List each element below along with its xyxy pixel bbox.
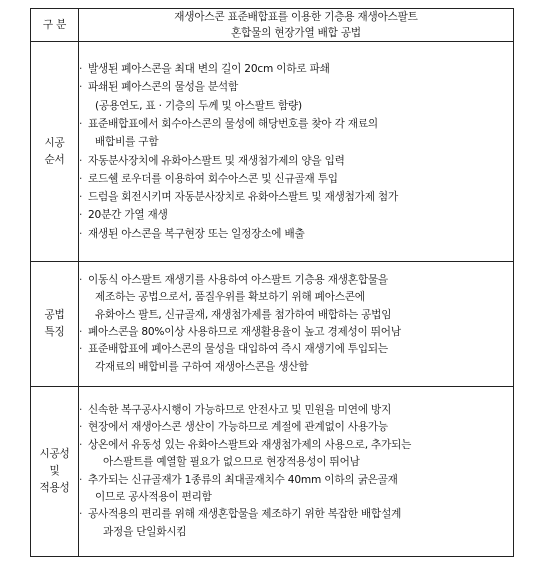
list-item	[79, 133, 513, 151]
header-title-line-1: 재생아스콘 표준배합표를 이용한 기층용 재생아스팔트	[174, 11, 418, 23]
list-item-text: (공용연도, 표 · 기층의 두께 및 아스팔트 함량)	[95, 99, 302, 112]
list-item	[79, 359, 513, 376]
list-item	[79, 152, 513, 170]
list-item	[79, 489, 513, 506]
row-content	[79, 262, 514, 387]
bullet-icon: ·	[79, 117, 83, 130]
list-item	[79, 419, 513, 436]
list-item	[79, 115, 513, 133]
bullet-icon: ·	[79, 154, 83, 167]
bullet-icon: ·	[79, 273, 83, 286]
bullet-icon: ·	[79, 508, 83, 521]
bullet-icon: ·	[79, 343, 83, 356]
row-label	[31, 387, 79, 557]
bullet-icon: ·	[79, 421, 83, 434]
table-row-construction-order	[31, 42, 514, 262]
list-item-text: 이동식 아스팔트 재생기를 사용하여 아스팔트 기층용 재생혼합물을	[88, 273, 388, 286]
list-item	[79, 506, 513, 523]
bullet-icon: ·	[79, 326, 83, 338]
list-item-text: 현장에서 재생아스콘 생산이 가능하므로 계절에 관계없이 사용가능	[88, 421, 388, 434]
list-item-text: 상온에서 유동성 있는 유화아스팔트와 재생첨가제의 사용으로, 추가되는	[88, 438, 412, 451]
list-item	[79, 272, 513, 289]
row-label-text: 적용성	[39, 482, 70, 494]
list-item	[79, 472, 513, 489]
list-item	[79, 454, 513, 471]
bullet-icon: ·	[79, 191, 83, 204]
list-item-text: 드럼을 회전시키며 자동분사장치로 유화아스팔트 및 재생첨가제 첨가	[88, 191, 398, 204]
table-row-constructability	[31, 387, 514, 557]
list-item	[79, 78, 513, 96]
header-title-line-2: 혼합물의 현장가열 배합 공법	[231, 27, 361, 39]
list-item-text: 로드쉘 로우더를 이용하여 회수아스콘 및 신규골재 투입	[88, 172, 338, 185]
list-item-text: 자동분사장치에 유화아스팔트 및 재생첨가제의 양을 입력	[88, 154, 345, 167]
row-label-text: 순서	[44, 153, 65, 166]
list-item	[79, 97, 513, 115]
bullet-icon: ·	[79, 209, 83, 222]
list-item-text: 제조하는 공법으로서, 품질우위를 확보하기 위해 폐아스콘에	[95, 291, 365, 304]
list-item	[79, 188, 513, 206]
bullet-icon: ·	[79, 81, 83, 94]
list-item-text: 이므로 공사적용이 편리함	[95, 490, 212, 503]
list-item	[79, 307, 513, 324]
list-item-text: 20분간 가열 재생	[88, 209, 168, 222]
list-item-text: 신속한 복구공사시행이 가능하므로 안전사고 및 민원을 미연에 방지	[88, 403, 392, 416]
list-item	[79, 524, 513, 541]
list-item	[79, 170, 513, 188]
list-item-text: 폐아스콘을 80%이상 사용하므로 재생활용율이 높고 경제성이 뛰어남	[88, 326, 401, 338]
bullet-icon: ·	[79, 403, 83, 416]
row-label-text: 공법	[44, 309, 65, 321]
table-row-method-features	[31, 262, 514, 387]
list-item-text: 공사적용의 편리를 위해 재생혼합물을 제조하기 위한 복잡한 배합설계	[88, 508, 402, 521]
list-item-text: 추가되는 신규골재가 1종류의 최대골재치수 40mm 이하의 굵은골재	[88, 473, 398, 486]
bullet-icon: ·	[79, 227, 83, 240]
list-item-text: 표준배합표에 폐아스콘의 물성을 대입하여 즉시 재생기에 투입되는	[88, 343, 388, 356]
list-item-text: 과정을 단일화시킴	[103, 525, 187, 538]
row-label-text: 시공	[44, 136, 65, 149]
row-label	[31, 262, 79, 387]
list-item-text: 재생된 아스콘을 복구현장 또는 일정장소에 배출	[88, 227, 305, 240]
list-item	[79, 402, 513, 419]
list-item	[79, 437, 513, 454]
list-item	[79, 324, 513, 341]
header-category: 구 분	[31, 9, 79, 42]
list-item	[79, 225, 513, 243]
table-header-row	[31, 9, 514, 42]
row-label-text: 특징	[44, 326, 65, 338]
method-table	[30, 8, 514, 557]
list-item	[79, 206, 513, 224]
bullet-icon: ·	[79, 172, 83, 185]
list-item-text: 표준배합표에서 회수아스콘의 물성에 해당번호를 찾아 각 재료의	[88, 117, 378, 130]
list-item	[79, 60, 513, 78]
row-content	[79, 387, 514, 557]
row-label-text: 시공성	[39, 448, 70, 460]
bullet-icon: ·	[79, 63, 83, 76]
bullet-icon: ·	[79, 438, 83, 451]
list-item-text: 발생된 폐아스콘을 최대 변의 길이 20cm 이하로 파쇄	[88, 63, 330, 76]
row-label-text: 및	[49, 465, 60, 477]
list-item-text: 각재료의 배합비를 구하여 재생아스콘을 생산함	[95, 360, 309, 373]
list-item	[79, 289, 513, 306]
list-item-text: 파쇄된 폐아스콘의 물성을 분석함	[88, 81, 238, 94]
list-item-text: 아스팔트를 예열할 필요가 없으므로 현장적용성이 뛰어남	[103, 456, 360, 469]
list-item	[79, 341, 513, 358]
list-item-text: 배합비를 구함	[95, 136, 159, 149]
bullet-icon: ·	[79, 473, 83, 486]
header-title	[79, 9, 514, 42]
row-label	[31, 42, 79, 262]
row-content	[79, 42, 514, 262]
list-item-text: 유화아스 팔트, 신규골재, 재생첨가제를 첨가하여 배합하는 공법임	[95, 308, 392, 321]
